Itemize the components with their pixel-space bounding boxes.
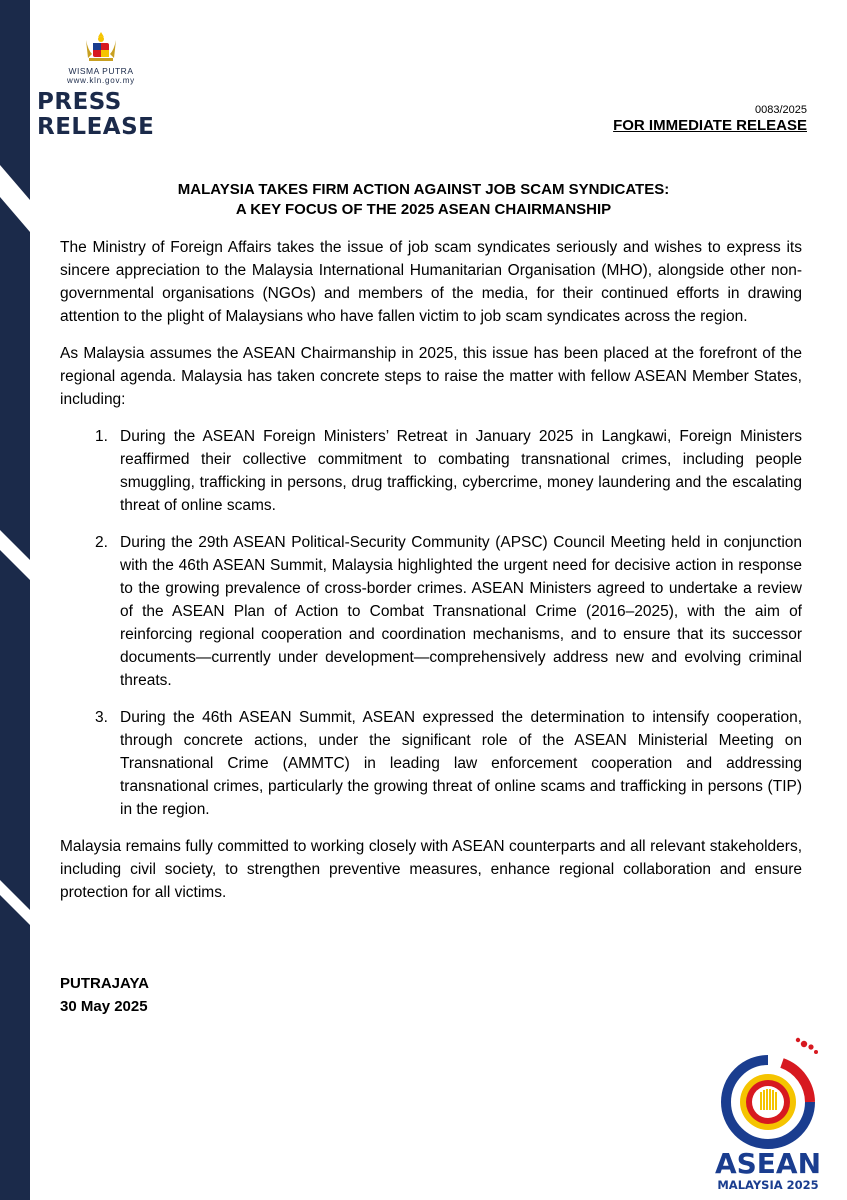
- asean-malaysia-2025-logo: [712, 1030, 824, 1195]
- decorative-side-stripes: [0, 0, 30, 1200]
- asean-logo-text: ASEAN: [714, 1147, 822, 1180]
- action-list: [60, 425, 802, 821]
- list-item: [60, 425, 802, 517]
- coat-of-arms-icon: [80, 30, 122, 64]
- document-title: [60, 180, 787, 220]
- press-label-line2: RELEASE: [37, 114, 155, 140]
- org-url: www.kln.gov.my: [67, 76, 135, 85]
- ministry-logo: [36, 30, 166, 85]
- list-text: During the 29th ASEAN Political-Security Community (APSC) Council Meeting held in conjunction with the 46th ASEAN Summit, Malaysia highlighted the urgent need for decisive action in response to the growing prevalence of cross-border crimes. ASEAN Ministers agreed to undertake a review of the ASEAN Plan of Action to Combat Transnational Crime (2016–2025), with the aim of reinforcing regional cooperation and coordination mechanisms, and to ensure that its successor documents—currently under development—comprehensively address new and evolving criminal threats.: [120, 534, 802, 689]
- signoff-date: 30 May 2025: [60, 998, 148, 1015]
- list-item: [60, 706, 802, 821]
- title-line2: A KEY FOCUS OF THE 2025 ASEAN CHAIRMANSHIP: [235, 201, 612, 218]
- title-line1: MALAYSIA TAKES FIRM ACTION AGAINST JOB SCAM SYNDICATES:: [177, 181, 670, 198]
- list-number: 1.: [95, 428, 108, 445]
- press-label-line1: PRESS: [37, 89, 122, 115]
- list-item: [60, 531, 802, 692]
- asean-emblem-icon: [726, 1038, 818, 1144]
- list-number: 2.: [95, 534, 108, 551]
- paragraph-closing: Malaysia remains fully committed to working closely with ASEAN counterparts and all relevant stakeholders, including civil society, to strengthen preventive measures, enhance regional collaboration and ensure protection for all victims.: [60, 838, 802, 901]
- reference-number: 0083/2025: [755, 104, 807, 116]
- list-number: 3.: [95, 709, 108, 726]
- paragraph-intro: The Ministry of Foreign Affairs takes the issue of job scam syndicates seriously and wishes to express its sincere appreciation to the Malaysia International Humanitarian Organisation (MHO), alongside other non-governmental organisations (NGOs) and members of the media, for their continued efforts in drawing attention to the plight of Malaysians who have fallen victim to job scam syndicates across the region.: [60, 239, 802, 325]
- reference-block: [613, 104, 807, 134]
- press-release-label: [37, 90, 177, 140]
- document-body: [60, 236, 802, 918]
- signoff-place: PUTRAJAYA: [60, 975, 149, 992]
- list-text: During the 46th ASEAN Summit, ASEAN expressed the determination to intensify cooperation, through concrete actions, under the significant role of the ASEAN Ministerial Meeting on Transnational Crime (AMMTC) in leading law enforcement cooperation and addressing transnational crimes, particularly the growing threat of online scams and trafficking in persons (TIP) in the region.: [120, 709, 802, 818]
- org-name: WISMA PUTRA: [68, 66, 134, 76]
- asean-logo-subtext: MALAYSIA 2025: [717, 1178, 819, 1192]
- signoff: [60, 972, 149, 1018]
- list-text: During the ASEAN Foreign Ministers’ Retreat in January 2025 in Langkawi, Foreign Ministers reaffirmed their collective commitment to combating transnational crimes, including people smuggling, trafficking in persons, drug trafficking, cybercrime, money laundering and the escalating threat of online scams.: [120, 428, 802, 514]
- paragraph-chairmanship: As Malaysia assumes the ASEAN Chairmanship in 2025, this issue has been placed at the forefront of the regional agenda. Malaysia has taken concrete steps to raise the matter with fellow ASEAN Member States, including:: [60, 345, 802, 408]
- release-note: FOR IMMEDIATE RELEASE: [613, 117, 807, 134]
